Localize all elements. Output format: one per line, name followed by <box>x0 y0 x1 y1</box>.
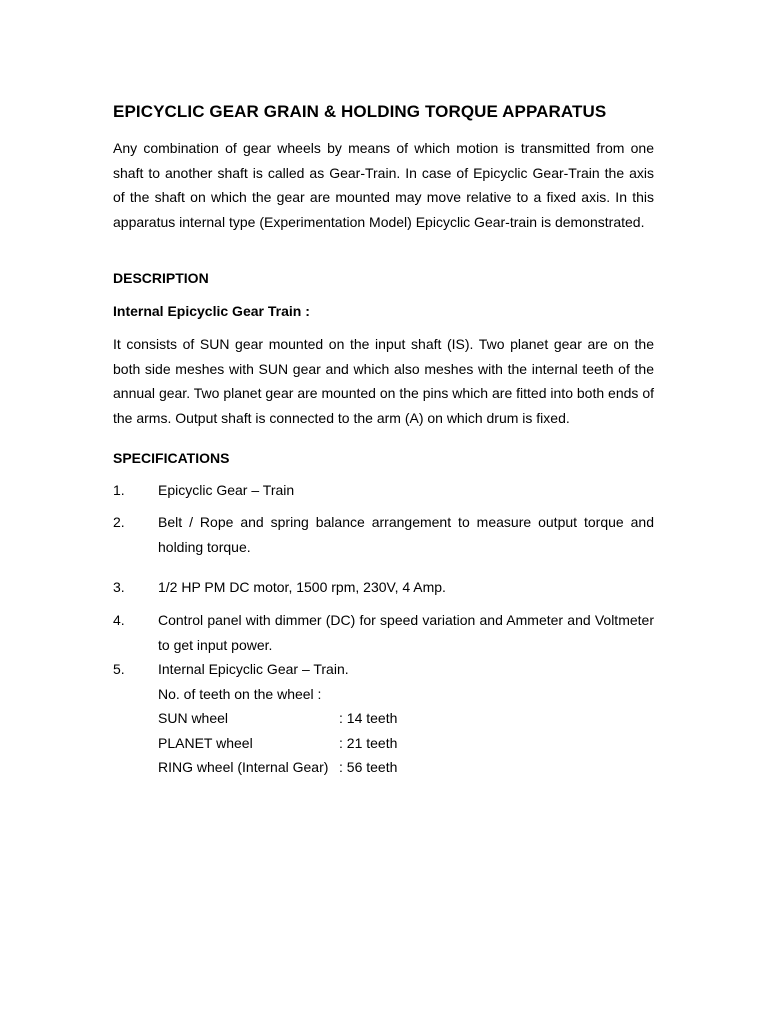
teeth-value: : 14 teeth <box>339 710 398 726</box>
teeth-heading: No. of teeth on the wheel : <box>158 686 322 702</box>
document-title: EPICYCLIC GEAR GRAIN & HOLDING TORQUE APPARATUS <box>113 102 607 121</box>
intro-paragraph: Any combination of gear wheels by means of which motion is transmitted from one shaft to another shaft is called as Gear-Train. In case of Epicyclic Gear-Train the axis of the shaft on which the gear are mounted may move relative to a fixed axis. In this apparatus internal type (Experimentation Model) Epicyclic Gear-train is demonstrated. <box>113 140 654 230</box>
teeth-label: RING wheel (Internal Gear) <box>158 759 329 775</box>
teeth-value: : 56 teeth <box>339 759 398 775</box>
specifications-heading: SPECIFICATIONS <box>113 450 230 466</box>
gear-train-subheading: Internal Epicyclic Gear Train : <box>113 303 310 319</box>
spec-text: 1/2 HP PM DC motor, 1500 rpm, 230V, 4 Amp. <box>158 579 446 595</box>
spec-number: 4. <box>113 612 125 628</box>
spec-text: Belt / Rope and spring balance arrangement to measure output torque and holding torque. <box>158 514 654 555</box>
teeth-label: PLANET wheel <box>158 735 253 751</box>
spec-number: 1. <box>113 482 125 498</box>
description-paragraph: It consists of SUN gear mounted on the input shaft (IS). Two planet gear are on the both side meshes with SUN gear and which also meshes with the internal teeth of the annual gear. Two planet gear are mounted on the pins which are fitted into both ends of the arms. Output shaft is connected to the arm (A) on which drum is fixed. <box>113 336 654 426</box>
teeth-value: : 21 teeth <box>339 735 398 751</box>
spec-text: Epicyclic Gear – Train <box>158 482 295 498</box>
spec-text: Control panel with dimmer (DC) for speed variation and Ammeter and Voltmeter to get input power. <box>158 612 654 653</box>
spec-number: 5. <box>113 661 125 677</box>
spec-number: 3. <box>113 579 125 595</box>
description-heading: DESCRIPTION <box>113 270 209 286</box>
teeth-label: SUN wheel <box>158 710 229 726</box>
spec-number: 2. <box>113 514 125 530</box>
spec-text: Internal Epicyclic Gear – Train. <box>158 661 349 677</box>
